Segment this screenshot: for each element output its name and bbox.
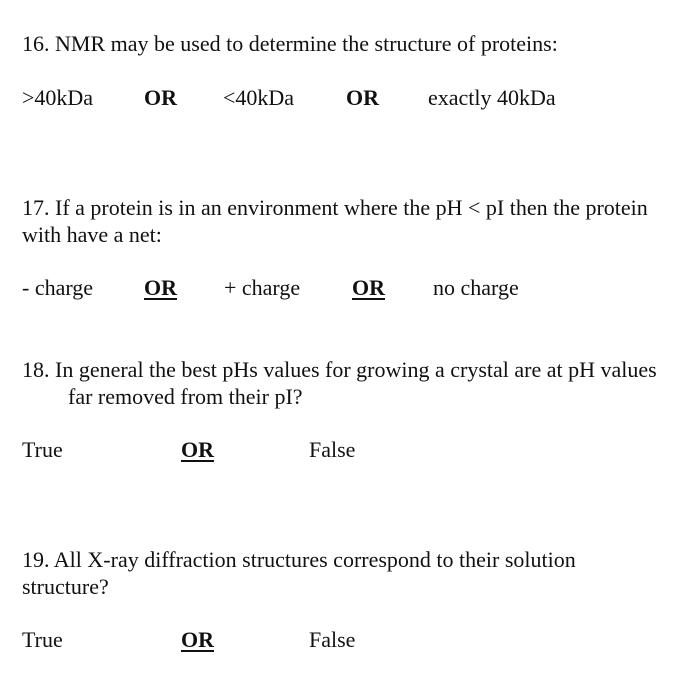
q16-or-2: OR xyxy=(346,85,379,110)
q17-or-1: OR xyxy=(144,275,177,300)
q16-or-1: OR xyxy=(144,85,177,110)
q16-option-exactly-40kda[interactable]: exactly 40kDa xyxy=(428,85,556,110)
q16-option-over-40kda[interactable]: >40kDa xyxy=(22,85,94,110)
question-16-text: 16. NMR may be used to determine the structure of proteins: xyxy=(22,31,558,56)
question-17-text-line1: 17. If a protein is in an environment where the pH < pI then the protein xyxy=(22,195,648,220)
q17-option-no-charge[interactable]: no charge xyxy=(433,275,519,300)
question-18-text-line2: far removed from their pI? xyxy=(68,384,303,409)
q19-option-false[interactable]: False xyxy=(309,627,356,652)
question-19-text-line1: 19. All X-ray diffraction structures correspond to their solution xyxy=(22,547,576,572)
q19-or: OR xyxy=(181,627,214,652)
q18-option-true[interactable]: True xyxy=(22,437,63,462)
question-18-text-line1: 18. In general the best pHs values for growing a crystal are at pH values xyxy=(22,357,657,382)
q19-option-true[interactable]: True xyxy=(22,627,63,652)
q16-option-under-40kda[interactable]: <40kDa xyxy=(223,85,295,110)
q17-option-negative-charge[interactable]: - charge xyxy=(22,275,94,300)
question-17-text-line2: with have a net: xyxy=(22,222,162,247)
q18-option-false[interactable]: False xyxy=(309,437,356,462)
question-19-text-line2: structure? xyxy=(22,574,109,599)
q18-or: OR xyxy=(181,437,214,462)
q17-option-positive-charge[interactable]: + charge xyxy=(224,275,301,300)
q17-or-2: OR xyxy=(352,275,385,300)
